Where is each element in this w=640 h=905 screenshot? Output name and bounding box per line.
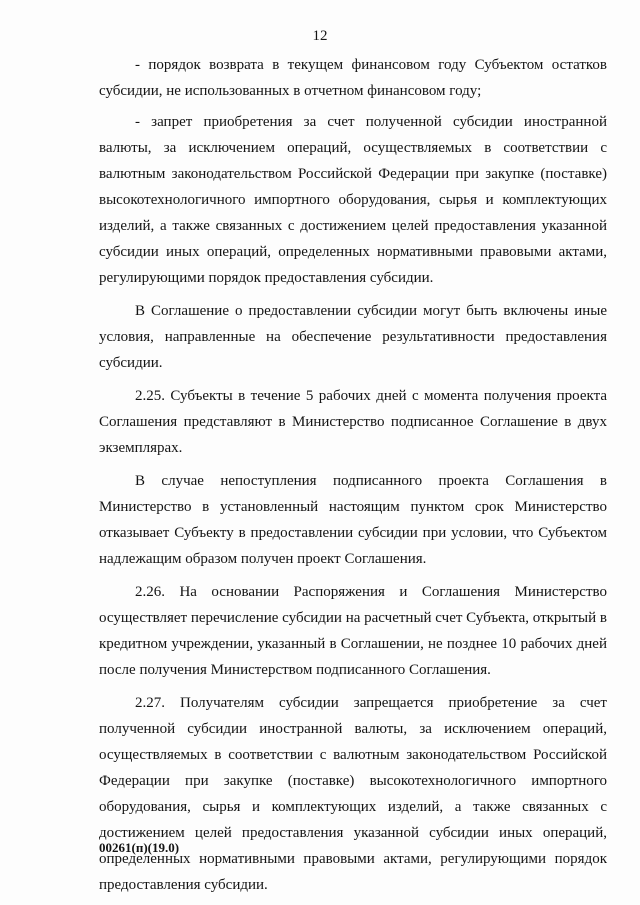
paragraph-2-26: 2.26. На основании Распоряжения и Соглашения Министерство осуществляет перечисление субсидии на расчетный счет Субъекта, открытый в кредитном учреждении, указанный в Соглашении, не позднее 10 рабочих дней после получения Министерством подписанного Соглашения. xyxy=(99,584,607,678)
page-number: 12 xyxy=(312,28,328,44)
paragraph-refusal: В случае непоступления подписанного проекта Соглашения в Министерство в установленный настоящим пунктом срок Министерство отказывает Субъекту в предоставлении субсидии при условии, что Субъектом надлежащим образом получен проект Соглашения. xyxy=(99,473,607,567)
paragraph-subsidy-return: - порядок возврата в текущем финансовом году Субъектом остатков субсидии, не использованных в отчетном финансовом году; xyxy=(99,57,607,99)
paragraph-2-25: 2.25. Субъекты в течение 5 рабочих дней с момента получения проекта Соглашения представляют в Министерство подписанное Соглашение в двух экземплярах. xyxy=(99,388,607,456)
paragraph-2-27: 2.27. Получателям субсидии запрещается приобретение за счет полученной субсидии иностранной валюты, за исключением операций, осуществляемых в соответствии с валютным законодательством Российской Федерации при закупке (поставке) высокотехнологичного импортного оборудования, сырья и комплектующих изделий, а также связанных с достижением целей предоставления указанной субсидии иных операций, определенных нормативными правовыми актами, регулирующими порядок предоставления субсидии. xyxy=(99,695,607,893)
paragraph-currency-ban-condition: - запрет приобретения за счет полученной субсидии иностранной валюты, за исключением операций, осуществляемых в соответствии с валютным законодательством Российской Федерации при закупке (поставке) высокотехнологичного импортного оборудования, сырья и комплектующих изделий, а также связанных с достижением целей предоставления указанной субсидии иных операций, определенных нормативными правовыми актами, регулирующими порядок предоставления субсидии. xyxy=(99,114,607,286)
document-body xyxy=(99,52,607,898)
paragraph-other-conditions: В Соглашение о предоставлении субсидии могут быть включены иные условия, направленные на обеспечение результативности предоставления субсидии. xyxy=(99,303,607,371)
document-code: 00261(п)(19.0) xyxy=(99,840,180,855)
